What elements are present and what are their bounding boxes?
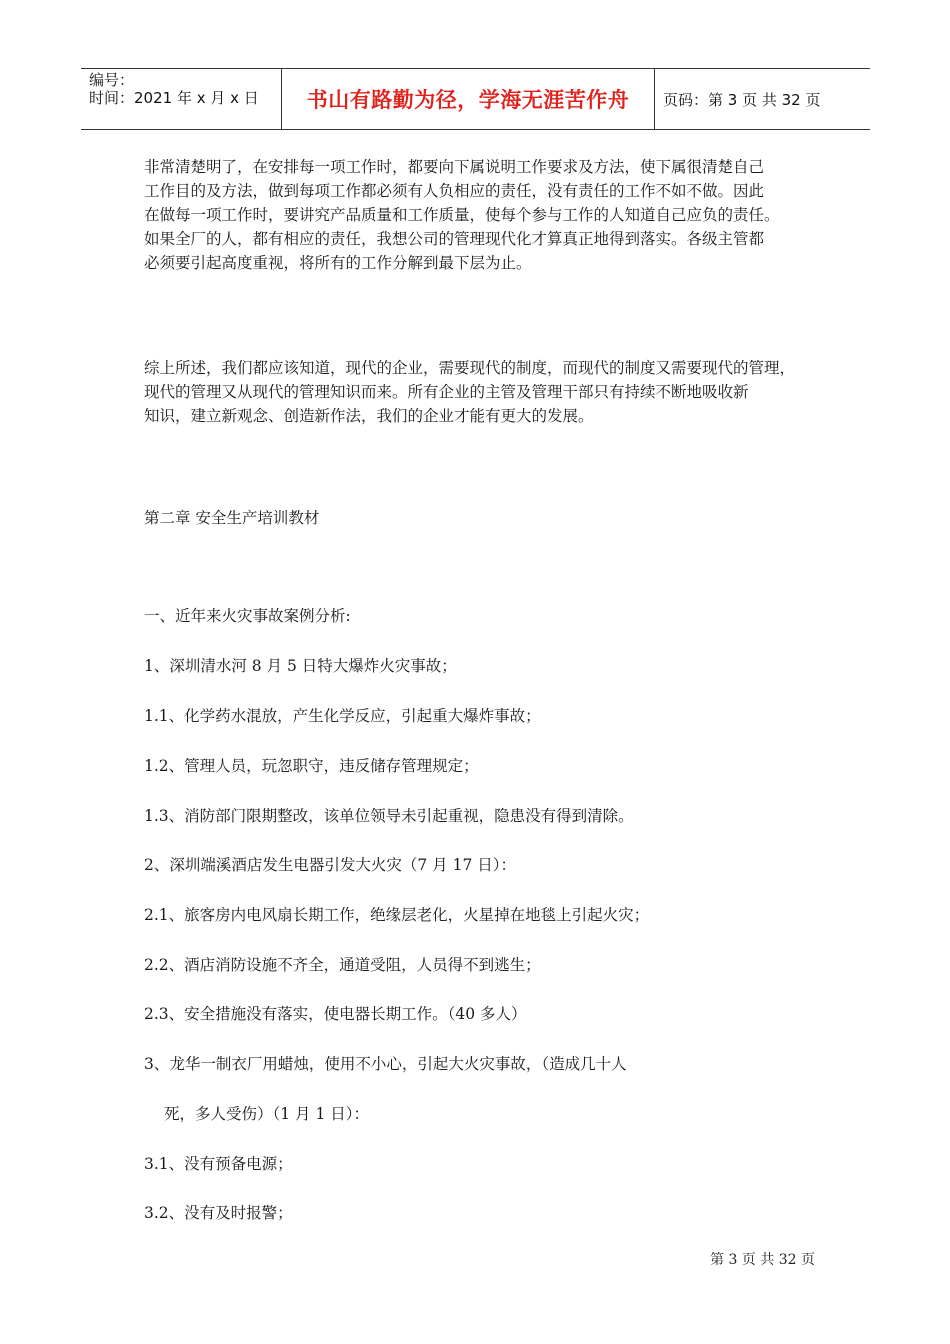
paragraph-line: 如果全厂的人，都有相应的责任，我想公司的管理现代化才算真正地得到落实。各级主管都: [144, 230, 765, 248]
paragraph-line: 非常清楚明了，在安排每一项工作时，都要向下属说明工作要求及方法，使下属很清楚自己: [144, 158, 765, 176]
case-heading: 1、深圳清水河 8 月 5 日特大爆炸火灾事故；: [144, 657, 457, 675]
case-item: 2.1、旅客房内电风扇长期工作，绝缘层老化，火星掉在地毯上引起火灾；: [144, 906, 650, 924]
header-page-cell: [655, 69, 870, 129]
paragraph-line: 在做每一项工作时，要讲究产品质量和工作质量，使每个参与工作的人知道自己应负的责任。: [144, 206, 780, 224]
case-item: 3.2、没有及时报警；: [144, 1204, 293, 1222]
paragraph-line: 综上所述，我们都应该知道，现代的企业，需要现代的制度，而现代的制度又需要现代的管理，: [144, 359, 796, 377]
case-item: 2.3、安全措施没有落实，使电器长期工作。（40 多人）: [144, 1005, 527, 1023]
document-header: [81, 68, 870, 130]
header-meta-cell: [81, 69, 282, 129]
document-number-label: 编号：: [89, 71, 135, 89]
paragraph-summary: [144, 356, 814, 428]
paragraph-line: 知识，建立新观念、创造新作法，我们的企业才能有更大的发展。: [144, 407, 594, 425]
footer-page-number: 第 3 页 共 32 页: [710, 1252, 815, 1268]
case-heading: 3、龙华一制衣厂用蜡烛，使用不小心，引起大火灾事故，（造成几十人: [144, 1055, 627, 1073]
header-page-info: 页码：第 3 页 共 32 页: [663, 90, 821, 109]
header-motto-cell: [282, 69, 655, 129]
case-item: 3.1、没有预备电源；: [144, 1155, 293, 1173]
case-heading: 2、深圳端溪酒店发生电器引发大火灾（7 月 17 日）：: [144, 856, 516, 874]
case-item: 1.3、消防部门限期整改，该单位领导未引起重视，隐患没有得到清除。: [144, 807, 634, 825]
document-date: 时间：2021 年 x 月 x 日: [89, 89, 259, 107]
paragraph-line: 必须要引起高度重视，将所有的工作分解到最下层为止。: [144, 254, 532, 272]
paragraph-line: 现代的管理又从现代的管理知识而来。所有企业的主管及管理干部只有持续不断地吸收新: [144, 383, 749, 401]
case-item: 2.2、酒店消防设施不齐全，通道受阻，人员得不到逃生；: [144, 956, 541, 974]
paragraph-responsibility: [144, 155, 814, 275]
section-heading: 一、近年来火灾事故案例分析:: [144, 607, 351, 625]
chapter-title: 第二章 安全生产培训教材: [144, 509, 320, 527]
case-item: 1.2、管理人员，玩忽职守，违反储存管理规定；: [144, 757, 479, 775]
case-item: 1.1、化学药水混放，产生化学反应，引起重大爆炸事故；: [144, 707, 541, 725]
case-heading-continuation: 死，多人受伤）（1 月 1 日）：: [164, 1105, 370, 1123]
paragraph-line: 工作目的及方法，做到每项工作都必须有人负相应的责任，没有责任的工作不如不做。因此: [144, 182, 765, 200]
header-motto: 书山有路勤为径，学海无涯苦作舟: [306, 88, 630, 112]
